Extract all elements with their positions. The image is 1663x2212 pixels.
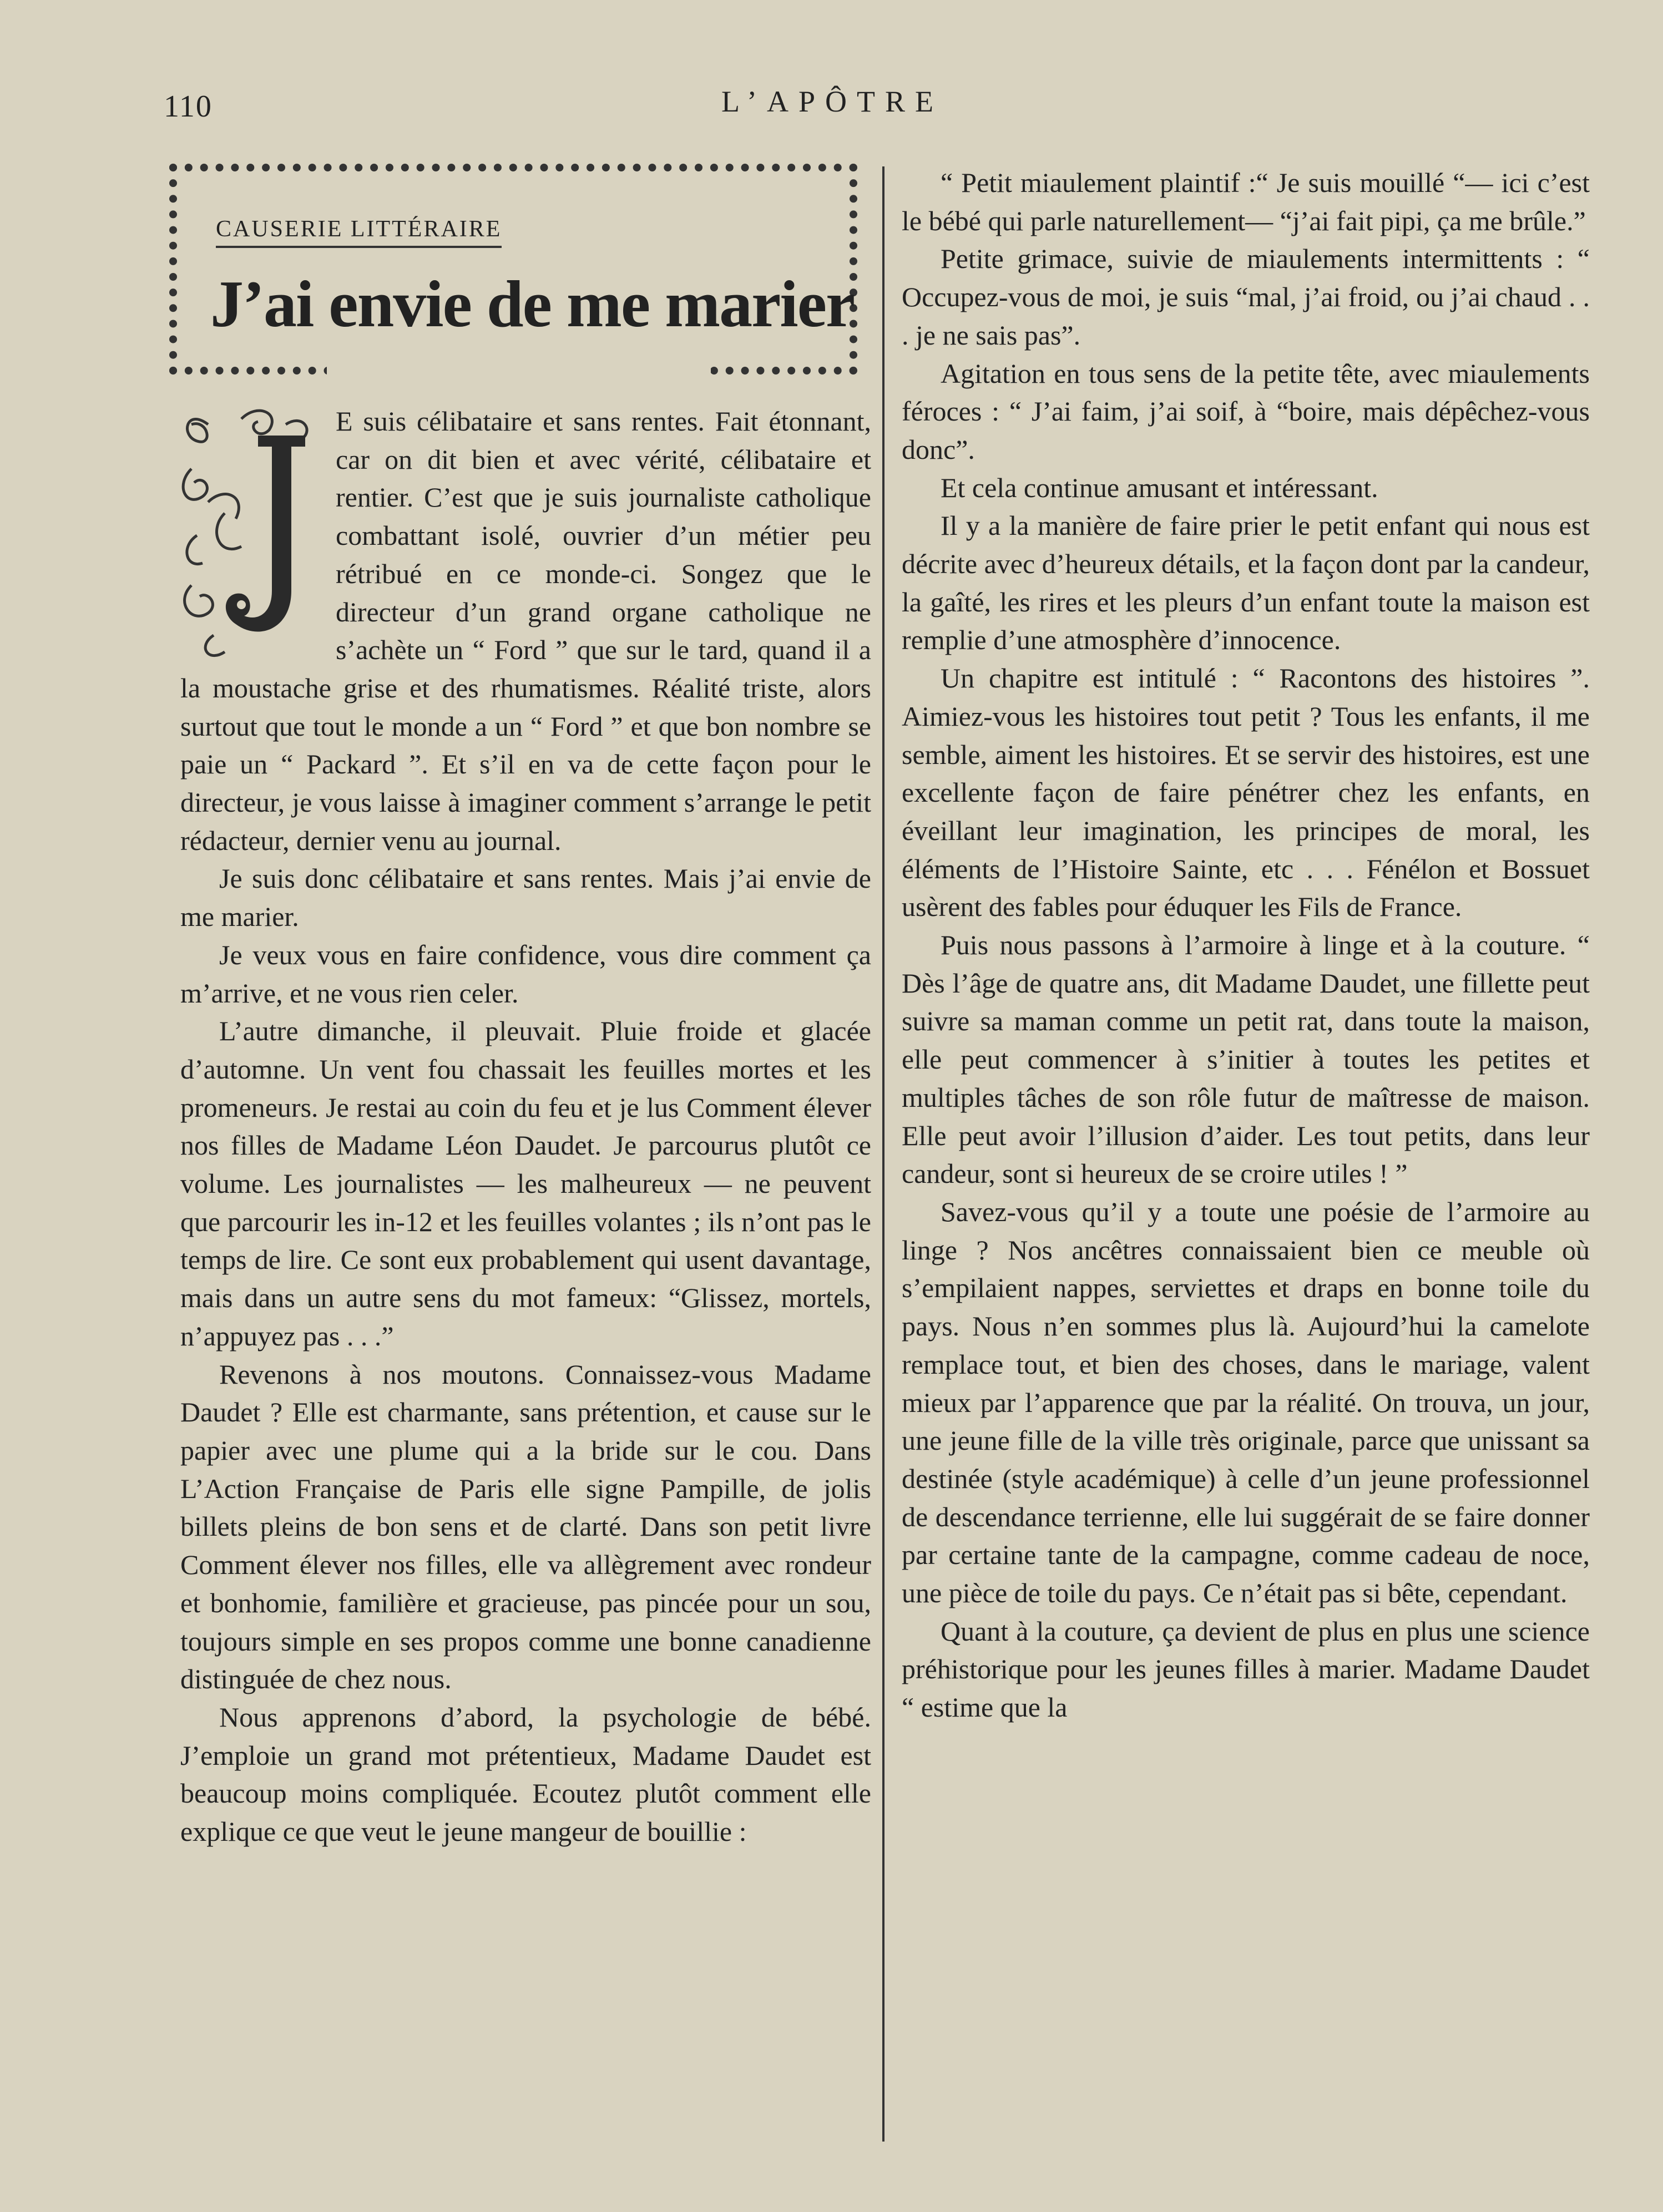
paragraph: E suis célibataire et sans rentes. Fait étonnant, car on dit bien et avec vérité, célibataire et rentier. C’est que je suis journaliste catholique combattant isolé, ouvrier d’un métier peu rétribué en ce monde-ci. Songez que le directeur d’un grand organe catholique ne s’achète un “ Ford ” que sur le tard, quand il a la moustache grise et des rhumatismes. Réalité triste, alors surtout que tout le monde a un “ Ford ” et que bon nombre se paie un “ Packard ”. Et s’il en va de cette façon pour le directeur, je vous laisse à imaginer comment s’arrange le petit rédacteur, dernier venu au journal.	[180, 406, 871, 856]
paragraph: Quant à la couture, ça devient de plus en plus une science préhistorique pour les jeunes filles à marier. Madame Daudet “ estime que la	[902, 1615, 1590, 1723]
paragraph: Agitation en tous sens de la petite tête, avec miaulements féroces : “ J’ai faim, j’ai soif, à “boire, mais dépêchez-vous donc”.	[902, 357, 1590, 465]
paragraph: Petite grimace, suivie de miaulements intermittents : “ Occupez-vous de moi, je suis “mal, j’ai froid, ou j’ai chaud . . . je ne sais pas”.	[902, 243, 1590, 351]
paragraph: L’autre dimanche, il pleuvait. Pluie froide et glacée d’automne. Un vent fou chassait les feuilles mortes et les promeneurs. Je restai au coin du feu et je lus Comment élever nos filles de Madame Léon Daudet. Je parcourus plutôt ce volume. Les journalistes — les malheureux — ne peuvent que parcourir les in-12 et les feuilles volantes ; ils n’ont pas le temps de lire. Ce sont eux probablement qui usent davantage, mais dans un autre sens du mot fameux: “Glissez, mortels, n’appuyez pas . . .”	[180, 1015, 871, 1352]
paragraph: Et cela continue amusant et intéressant.	[941, 472, 1378, 503]
ornamental-dropcap	[175, 402, 325, 663]
paragraph: Revenons à nos moutons. Connaissez-vous Madame Daudet ? Elle est charmante, sans prétention, et cause sur le papier avec une plume qui a la bride sur le cou. Dans L’Action Française de Paris elle signe Pampille, de jolis billets pleins de bon sens et de clarté. Dans son petit livre Comment élever nos filles, elle va allègrement avec rondeur et bonhomie, familière et gracieuse, pas pincée pour un sou, toujours simple en ses propos comme une bonne canadienne distinguée de chez nous.	[180, 1358, 871, 1695]
title-frame-gap	[327, 365, 711, 376]
rubric: CAUSERIE LITTÉRAIRE	[216, 216, 502, 248]
paragraph: Puis nous passons à l’armoire à linge et à la couture. “ Dès l’âge de quatre ans, dit Madame Daudet, une fillette peut suivre sa maman comme un petit rat, dans toute la maison, elle peut commencer à s’initier à toutes les petites et multiples tâches de son rôle futur de maîtresse de maison. Elle peut avoir l’illusion d’aider. Les tout petits, dans leur candeur, sont si heureux de se croire utiles ! ”	[902, 929, 1590, 1189]
paragraph: Il y a la manière de faire prier le petit enfant qui nous est décrite avec d’heureux détails, et la façon dont par la candeur, la gaîté, les rires et les pleurs d’un enfant toute la maison est remplie d’une atmosphère d’innocence.	[902, 510, 1590, 656]
paragraph: Je veux vous en faire confidence, vous dire comment ça m’arrive, et ne vous rien celer.	[180, 939, 871, 1009]
running-title: L’APÔTRE	[721, 85, 944, 118]
paragraph: Un chapitre est intitulé : “ Racontons des histoires ”. Aimiez-vous les histoires tout petit ? Tous les enfants, il me semble, aiment les histoires. Et se servir des histoires, est une excellente façon de faire pénétrer chez les enfants, en éveillant leur imagination, les principes de moral, les éléments de l’Histoire Sainte, etc . . . Fénélon et Bossuet usèrent des fables pour éduquer les Fils de France.	[902, 662, 1590, 923]
article-title: J’ai envie de me marier	[210, 267, 855, 341]
paragraph: Je suis donc célibataire et sans rentes. Mais j’ai envie de me marier.	[180, 863, 871, 933]
column-divider	[882, 166, 884, 2142]
paragraph: Nous apprenons d’abord, la psychologie de bébé. J’emploie un grand mot prétentieux, Madame Daudet est beaucoup moins compliquée. Ecoutez plutôt comment elle explique ce que veut le jeune mangeur de bouillie :	[180, 1701, 871, 1847]
right-column	[902, 164, 1590, 1727]
left-column	[180, 402, 871, 1851]
page-number: 110	[164, 89, 213, 124]
paragraph: Savez-vous qu’il y a toute une poésie de l’armoire au linge ? Nos ancêtres connaissaient bien ce meuble où s’empilaient nappes, serviettes et draps en bonne toile du pays. Nous n’en sommes plus là. Aujourd’hui la camelote remplace tout, et bien des choses, dans le mariage, valent mieux par l’apparence que par la réalité. On trouva, un jour, une jeune fille de la ville très originale, parce que unissant sa destinée (style académique) à celle d’un jeune professionnel de descendance terrienne, elle lui suggérait de se faire donner par certaine tante de la campagne, comme cadeau de noce, une pièce de toile du pays. Ce n’était pas si bête, cependant.	[902, 1196, 1590, 1609]
dropcap-ornament-icon	[175, 402, 325, 663]
title-frame	[169, 164, 857, 374]
paragraph: “ Petit miaulement plaintif :“ Je suis mouillé “— ici c’est le bébé qui parle naturellement— “j’ai fait pipi, ça me brûle.”	[902, 167, 1590, 236]
